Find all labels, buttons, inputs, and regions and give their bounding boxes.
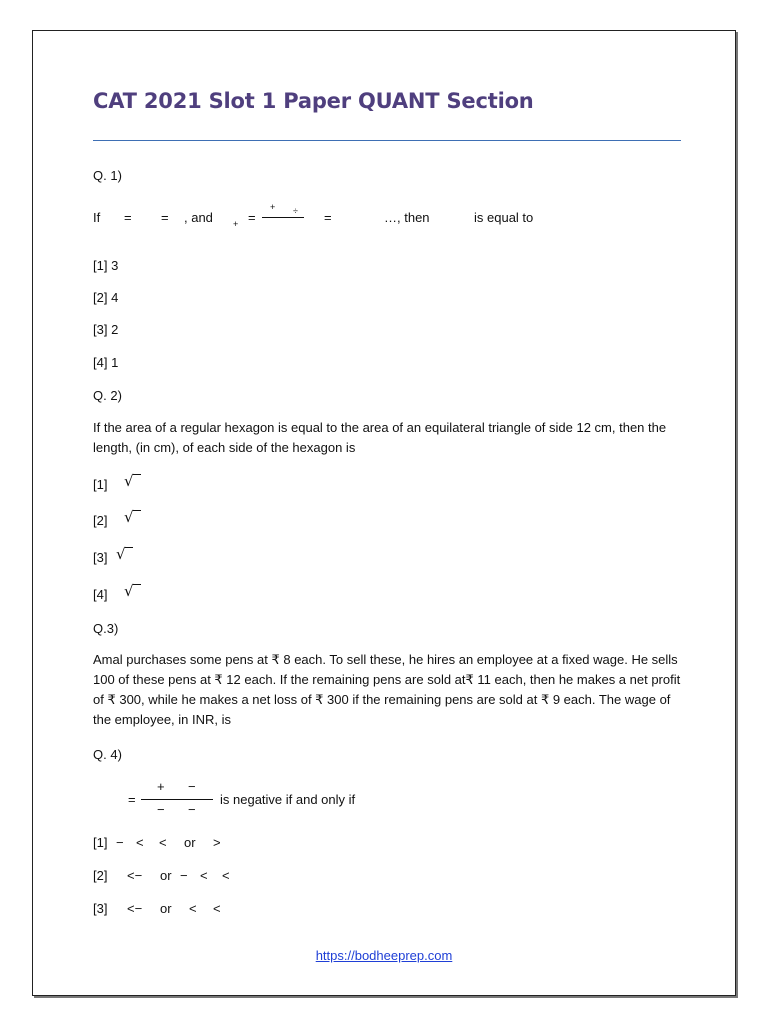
q1-fraction-bar <box>262 217 304 218</box>
q4-option-3-label: [3] <box>93 901 108 916</box>
square-root-icon: √ <box>116 545 126 563</box>
q4-opt2-or: or <box>160 868 172 883</box>
q3-label: Q.3) <box>93 621 119 636</box>
q4-opt3-lt-2: < <box>213 901 221 916</box>
q3-question-text: Amal purchases some pens at ₹ 8 each. To sell these, he hires an employee at a fixed wage. He sells 100 of these pens at ₹ 12 each. If the remaining pens are sold at₹ 11 each, then he makes a net profit of ₹ 300, while he makes a net loss of ₹ 300 if the remaining pens are sold at ₹ 9 each. The wage of the employee, in INR, is <box>93 652 681 727</box>
q1-eq4: = <box>324 210 332 225</box>
q4-opt3-or: or <box>160 901 172 916</box>
q4-eq: = <box>128 792 136 807</box>
q4-num-minus: − <box>188 779 196 794</box>
square-root-icon: √ <box>124 582 134 600</box>
q4-den-minus-2: − <box>188 802 196 817</box>
q2-option-3-label: [3] <box>93 550 108 565</box>
q1-and: , and <box>184 210 213 225</box>
q1-eq2: = <box>161 210 169 225</box>
q2-question-text: If the area of a regular hexagon is equal to the area of an equilateral triangle of side 12 cm, then the length, (in cm), of each side of the hexagon is <box>93 420 667 455</box>
q4-opt3-lt-1: < <box>189 901 197 916</box>
q1-fraction-divide: ÷ <box>293 206 298 216</box>
footer-link[interactable]: https://bodheeprep.com <box>315 948 453 963</box>
q4-opt3-lt-minus: <− <box>127 901 143 916</box>
q4-opt1-minus: − <box>116 835 124 850</box>
q4-opt1-lt-1: < <box>136 835 144 850</box>
q1-option-1[interactable]: [1] 3 <box>93 258 119 273</box>
q4-opt2-minus: − <box>180 868 188 883</box>
q1-label: Q. 1) <box>93 168 122 183</box>
title-divider <box>93 140 681 141</box>
square-root-icon: √ <box>124 508 134 526</box>
q4-opt1-gt: > <box>213 835 221 850</box>
square-root-icon: √ <box>124 472 134 490</box>
q4-opt2-lt-minus: <− <box>127 868 143 883</box>
q4-opt1-lt-2: < <box>159 835 167 850</box>
q1-option-4[interactable]: [4] 1 <box>93 355 119 370</box>
q4-fraction-bar <box>141 799 213 800</box>
q4-is-negative: is negative if and only if <box>220 792 356 807</box>
q4-option-2-label: [2] <box>93 868 108 883</box>
q4-den-minus-1: − <box>157 802 165 817</box>
q4-option-1-label: [1] <box>93 835 108 850</box>
q1-subscript-plus: + <box>233 219 239 229</box>
q1-is-equal-to: is equal to <box>474 210 534 225</box>
q4-opt1-or: or <box>184 835 196 850</box>
q1-option-3[interactable]: [3] 2 <box>93 322 119 337</box>
page-title: CAT 2021 Slot 1 Paper QUANT Section <box>93 89 534 113</box>
q1-option-2[interactable]: [2] 4 <box>93 290 119 305</box>
q4-num-plus: + <box>157 779 165 794</box>
q4-label: Q. 4) <box>93 747 122 762</box>
q2-option-1-label: [1] <box>93 477 108 492</box>
q2-label: Q. 2) <box>93 388 122 403</box>
page-frame <box>32 30 736 996</box>
q1-dots-then: …, then <box>384 210 430 225</box>
q2-option-2-label: [2] <box>93 513 108 528</box>
q2-option-4-label: [4] <box>93 587 108 602</box>
q4-opt2-lt-2: < <box>222 868 230 883</box>
q1-if: If <box>93 210 101 225</box>
q1-eq3: = <box>248 210 256 225</box>
q1-fraction-plus: + <box>270 202 276 212</box>
q1-eq1: = <box>124 210 132 225</box>
q4-opt2-lt-1: < <box>200 868 208 883</box>
